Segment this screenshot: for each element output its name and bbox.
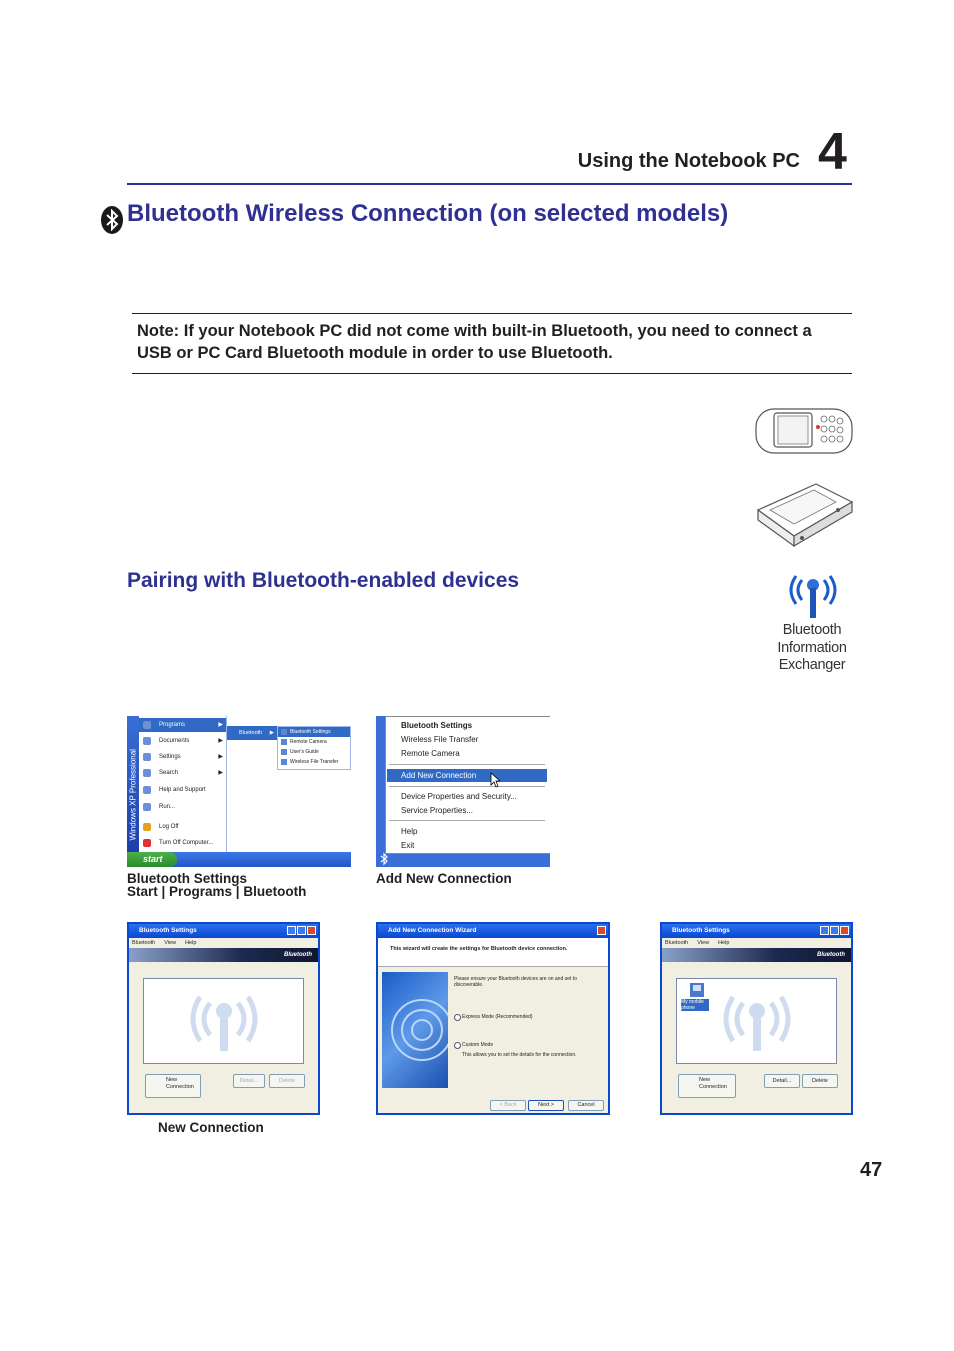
menu-item-run[interactable]: Run... [139,800,226,814]
submenu-item-guide[interactable]: User's Guide [278,747,350,757]
context-menu-screenshot [376,716,550,867]
mouse-cursor-icon [490,772,500,788]
radio-custom-mode[interactable] [454,1042,461,1049]
option-custom-label: Custom Mode [462,1042,494,1048]
delete-button[interactable]: Delete [269,1074,305,1088]
bluetooth-icon [101,206,123,234]
cm-item-exit[interactable]: Exit [401,841,415,850]
cancel-button[interactable]: Cancel [568,1100,604,1111]
caption-bluetooth-settings: Bluetooth Settings [127,871,247,886]
chapter-number: 4 [818,123,847,181]
menu-separator [389,786,545,787]
submenu-item-file-transfer[interactable]: Wireless File Transfer [278,757,350,767]
window-titlebar: Add New Connection Wizard [378,924,608,938]
cm-item-remote-camera[interactable]: Remote Camera [401,749,460,758]
bluetooth-submenu [277,726,351,770]
next-button[interactable]: Next > [528,1100,564,1111]
device-label: My mobile phone [681,999,709,1011]
context-menu [385,716,550,854]
cm-item-add-connection[interactable]: Add New Connection [387,769,547,782]
option-custom-description: This allows you to set the details for the connection. [462,1052,577,1058]
start-button[interactable]: start [127,852,177,867]
note-text: Note: If your Notebook PC did not come with built-in Bluetooth, you need to connect a USB or PC Card Bluetooth module in order to use Bluetooth. [137,322,812,362]
caption-new-connection: New Connection [158,1120,264,1135]
antenna-icon[interactable] [788,572,838,620]
menu-item-help[interactable]: Help and Support [139,783,226,797]
menu-help[interactable]: Help [718,940,730,946]
detail-button[interactable]: Detail... [233,1074,265,1088]
start-menu-screenshot [127,716,351,867]
submenu-item-settings[interactable]: Bluetooth Settings [278,727,350,737]
maximize-button[interactable] [297,926,306,935]
pda-illustration [754,480,854,552]
device-pane[interactable] [143,978,304,1064]
menu-separator [389,764,545,765]
caption-add-new-connection: Add New Connection [376,871,512,886]
header-rule [127,183,852,185]
submenu-bluetooth[interactable]: Bluetooth ▶ [227,726,277,740]
bluetooth-settings-window-with-device [660,922,853,1115]
window-menubar [662,938,851,948]
bie-icon-label[interactable]: Bluetooth Information Exchanger [777,622,847,673]
menu-bluetooth[interactable]: Bluetooth [132,940,156,946]
menu-item-documents[interactable]: Documents ▶ [139,734,226,748]
close-button[interactable] [597,926,606,935]
cm-item-bluetooth-settings[interactable]: Bluetooth Settings [401,721,473,730]
menu-item-programs[interactable]: Programs ▶ [139,718,226,732]
wizard-header: This wizard will create the settings for Bluetooth device connection. [378,938,608,967]
menu-item-search[interactable]: Search ▶ [139,766,226,780]
device-pane[interactable] [676,978,837,1064]
delete-button[interactable]: Delete [802,1074,838,1088]
submenu-item-camera[interactable]: Remote Camera [278,737,350,747]
menu-item-settings[interactable]: Settings ▶ [139,750,226,764]
cm-item-service-properties[interactable]: Service Properties... [401,806,474,815]
cm-item-help[interactable]: Help [401,827,418,836]
option-express-label: Express Mode (Recommended) [462,1014,533,1020]
menu-view[interactable]: View [164,940,177,946]
radio-express-mode[interactable] [454,1014,461,1021]
menu-item-turnoff[interactable]: Turn Off Computer... [139,836,226,850]
add-connection-wizard-window [376,922,610,1115]
menu-item-logoff[interactable]: Log Off [139,820,226,834]
start-menu-sidebar: Windows XP Professional [127,716,139,852]
window-menubar [129,938,318,948]
minimize-button[interactable] [287,926,296,935]
section-title: Bluetooth Wireless Connection (on selected models) [127,200,729,227]
device-my-mobile-phone[interactable] [681,981,711,1015]
back-button[interactable]: < Back [490,1100,526,1111]
menu-bluetooth[interactable]: Bluetooth [665,940,689,946]
taskbar [127,852,351,867]
start-menu-list [139,716,227,852]
note-rule-bottom [132,373,852,374]
close-button[interactable] [307,926,316,935]
wizard-illustration [382,972,448,1088]
new-connection-button[interactable]: New Connection [678,1074,736,1098]
menu-view[interactable]: View [697,940,710,946]
maximize-button[interactable] [830,926,839,935]
bluetooth-banner: Bluetooth [662,948,851,962]
caption-start-path: Start | Programs | Bluetooth [127,884,307,899]
bluetooth-banner: Bluetooth [129,948,318,962]
close-button[interactable] [840,926,849,935]
bluetooth-tray-icon[interactable] [379,852,389,866]
new-connection-button[interactable]: New Connection [145,1074,201,1098]
chapter-title: Using the Notebook PC [577,150,800,172]
phone-device-icon [687,981,707,999]
menu-separator [389,820,545,821]
antenna-watermark-icon [721,989,793,1053]
cm-item-file-transfer[interactable]: Wireless File Transfer [401,735,479,744]
window-titlebar: Bluetooth Settings [129,924,318,938]
cm-item-device-properties[interactable]: Device Properties and Security... [401,792,517,801]
antenna-watermark-icon [188,989,260,1053]
note-rule-top [132,313,852,314]
page-number: 47 [860,1159,883,1181]
minimize-button[interactable] [820,926,829,935]
mobile-phone-illustration [754,405,854,457]
subsection-title: Pairing with Bluetooth-enabled devices [127,569,520,592]
window-titlebar: Bluetooth Settings [662,924,851,938]
wizard-instruction: Please ensure your Bluetooth devices are on and set to discoverable. [454,976,577,988]
menu-help[interactable]: Help [185,940,197,946]
bluetooth-settings-window [127,922,320,1115]
detail-button[interactable]: Detail... [764,1074,800,1088]
